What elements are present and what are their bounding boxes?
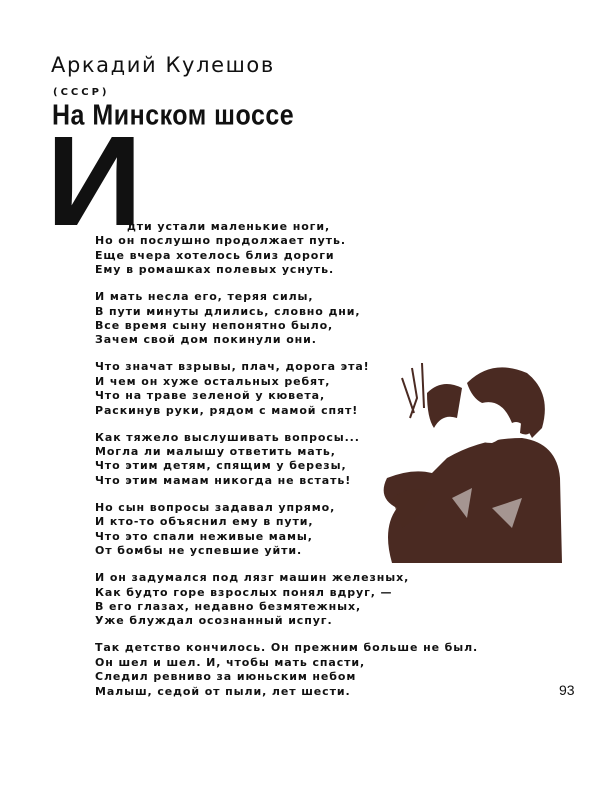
poem-line: Но сын вопросы задавал упрямо, — [95, 500, 336, 514]
poem-line: Что этим мамам никогда не встать! — [95, 473, 352, 487]
poem-line: В пути минуты длились, словно дни, — [95, 304, 361, 318]
poem-line: Так детство кончилось. Он прежним больше не был. — [95, 641, 479, 655]
poem-line: Но он послушно продолжает путь. — [95, 234, 346, 248]
poem-line: Малыш, седой от пыли, лет шести. — [95, 684, 351, 698]
poem-line: Как тяжело выслушивать вопросы... — [95, 430, 360, 444]
stanza — [95, 220, 478, 278]
author-name: Аркадий Кулешов — [51, 53, 275, 77]
poem-line: От бомбы не успевшие уйти. — [95, 544, 303, 558]
poem-line: Как будто горе взрослых понял вдруг, — — [95, 585, 393, 599]
poem-line: Еще вчера хотелось близ дороги — [95, 248, 335, 262]
poem-line: Раскинув руки, рядом с мамой спят! — [95, 403, 359, 417]
stanza — [95, 571, 478, 629]
poem-line: дти устали маленькие ноги, — [127, 220, 331, 233]
poem-line: Ему в ромашках полевых уснуть. — [95, 263, 335, 277]
author-country: (СССР) — [53, 87, 110, 98]
poem-line: Могла ли малышу ответить мать, — [95, 445, 336, 459]
poem-line: Что на траве зеленой у кювета, — [95, 389, 326, 403]
poem-line: Что этим детям, спящим у березы, — [95, 459, 347, 473]
stanza — [95, 641, 478, 699]
poem-line: Уже блуждал осознанный испуг. — [95, 614, 333, 628]
poem-line: И чем он хуже остальных ребят, — [95, 374, 331, 388]
poem-line: Зачем свой дом покинули они. — [95, 333, 317, 347]
poem-line: Следил ревниво за июньским небом — [95, 670, 357, 684]
poem-title: На Минском шоссе — [52, 99, 295, 132]
poem-line: Что это спали неживые мамы, — [95, 529, 313, 543]
poem-line: И мать несла его, теряя силы, — [95, 290, 314, 304]
stanza — [95, 290, 478, 348]
poem-line: Он шел и шел. И, чтобы мать спасти, — [95, 655, 366, 669]
poem-line: И он задумался под лязг машин железных, — [95, 571, 410, 585]
poem-line: Все время сыну непонятно было, — [95, 319, 334, 333]
page-number: 93 — [559, 682, 575, 698]
mother-child-illustration — [372, 358, 562, 568]
poem-line: И кто-то объяснил ему в пути, — [95, 515, 314, 529]
poem-line: В его глазах, недавно безмятежных, — [95, 599, 362, 613]
poem-line: Что значат взрывы, плач, дорога эта! — [95, 360, 370, 374]
drop-cap: И — [46, 110, 143, 253]
